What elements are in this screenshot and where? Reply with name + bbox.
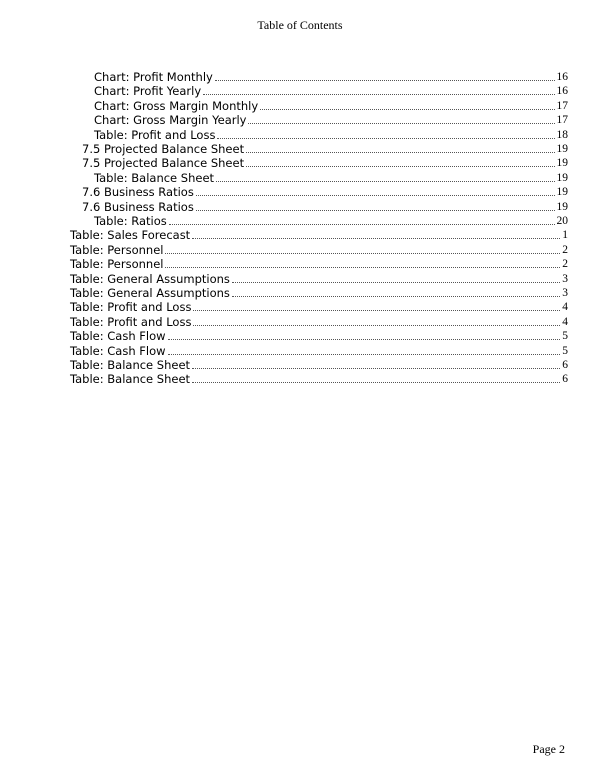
toc-dot-leader [192,368,560,369]
toc-entry-label: Chart: Gross Margin Monthly [94,98,259,113]
toc-entry-label: 7.6 Business Ratios [82,199,194,214]
toc-entry-label: Chart: Profit Yearly [94,84,202,99]
toc-dot-leader [246,152,554,153]
toc-dot-leader [232,296,560,297]
toc-entry-page: 3 [562,272,568,285]
toc-entry-label: Table: Sales Forecast [70,228,191,243]
toc-entry-label: Table: Balance Sheet [94,170,215,185]
toc-dot-leader [232,282,560,283]
toc-entry-page: 19 [556,186,568,199]
toc-entry[interactable] [70,344,568,358]
toc-entry-page: 5 [562,330,568,343]
toc-dot-leader [192,238,560,239]
toc-entry[interactable] [70,286,568,300]
toc-dot-leader [203,94,554,95]
toc-entry[interactable] [70,272,568,286]
toc-entry[interactable] [94,128,568,142]
toc-entry[interactable] [82,185,568,199]
toc-entry[interactable] [70,329,568,343]
toc-dot-leader [196,195,555,196]
toc-dot-leader [248,123,554,124]
toc-dot-leader [168,354,561,355]
toc-entry-label: Table: Cash Flow [70,329,166,344]
toc-entry-label: Table: Balance Sheet [70,358,191,372]
toc-entry[interactable] [70,372,568,386]
toc-entry-page: 3 [562,287,568,299]
toc-entry-label: Table: Personnel [70,242,164,257]
toc-entry-label: Table: Ratios [94,214,167,228]
toc-entry-label: Table: Personnel [70,257,164,272]
toc-entry-label: Table: Balance Sheet [70,372,191,387]
toc-entry-page: 19 [556,171,568,184]
toc-dot-leader [246,166,554,167]
toc-entry-page: 6 [562,373,568,386]
toc-entry-page: 17 [556,114,568,127]
toc-entry[interactable] [94,70,568,84]
toc-entry-label: 7.5 Projected Balance Sheet [82,142,245,156]
toc-entry[interactable] [70,358,568,372]
toc-entry-page: 16 [556,71,568,83]
toc-entry-label: Table: General Assumptions [70,271,230,286]
toc-entry-page: 17 [556,99,568,112]
toc-entry-label: Table: Profit and Loss [94,127,216,142]
toc-entry-label: 7.5 Projected Balance Sheet [82,156,245,171]
toc-entry[interactable] [70,228,568,242]
toc-dot-leader [215,80,555,81]
toc-dot-leader [196,210,555,211]
toc-dot-leader [168,339,561,340]
toc-entry-page: 6 [562,359,568,371]
toc-entry-page: 1 [562,229,568,242]
toc-dot-leader [169,224,555,225]
toc-entry[interactable] [82,156,568,170]
toc-entry-label: Table: Profit and Loss [70,300,192,315]
toc-entry-label: Table: General Assumptions [70,286,230,300]
toc-entry-page: 2 [562,243,568,256]
toc-dot-leader [192,382,560,383]
toc-entry-page: 4 [562,315,568,328]
toc-entry-label: Table: Cash Flow [70,343,166,358]
toc-entry[interactable] [82,142,568,156]
toc-entry-page: 20 [556,215,568,227]
toc-entry-label: Table: Profit and Loss [70,314,192,329]
toc-entry-page: 16 [556,85,568,98]
toc-entry-page: 2 [562,258,568,271]
toc-entry-page: 5 [562,344,568,357]
toc-entry[interactable] [94,99,568,113]
toc-entry[interactable] [94,84,568,98]
toc-dot-leader [193,325,560,326]
toc-entry-page: 4 [562,301,568,314]
toc-entry[interactable] [82,200,568,214]
toc-entry-page: 19 [556,143,568,155]
toc-dot-leader [260,109,554,110]
toc-dot-leader [165,253,560,254]
toc-entry[interactable] [70,315,568,329]
toc-entry-label: Chart: Gross Margin Yearly [94,113,247,128]
toc-entry[interactable] [94,214,568,228]
toc-entry[interactable] [94,171,568,185]
toc-dot-leader [216,181,554,182]
toc-entry-page: 19 [556,157,568,170]
toc-dot-leader [193,310,560,311]
toc-dot-leader [165,267,560,268]
page-header-title: Table of Contents [257,18,343,32]
toc-entry[interactable] [70,243,568,257]
toc-entry-label: 7.6 Business Ratios [82,185,194,200]
toc-dot-leader [217,138,554,139]
toc-entry-page: 18 [556,128,568,141]
toc-entry-label: Chart: Profit Monthly [94,70,213,84]
toc-entry-page: 19 [556,200,568,213]
page-number: Page 2 [532,742,565,756]
toc-entry[interactable] [70,257,568,271]
toc-entry[interactable] [70,300,568,314]
toc-entry[interactable] [94,113,568,127]
